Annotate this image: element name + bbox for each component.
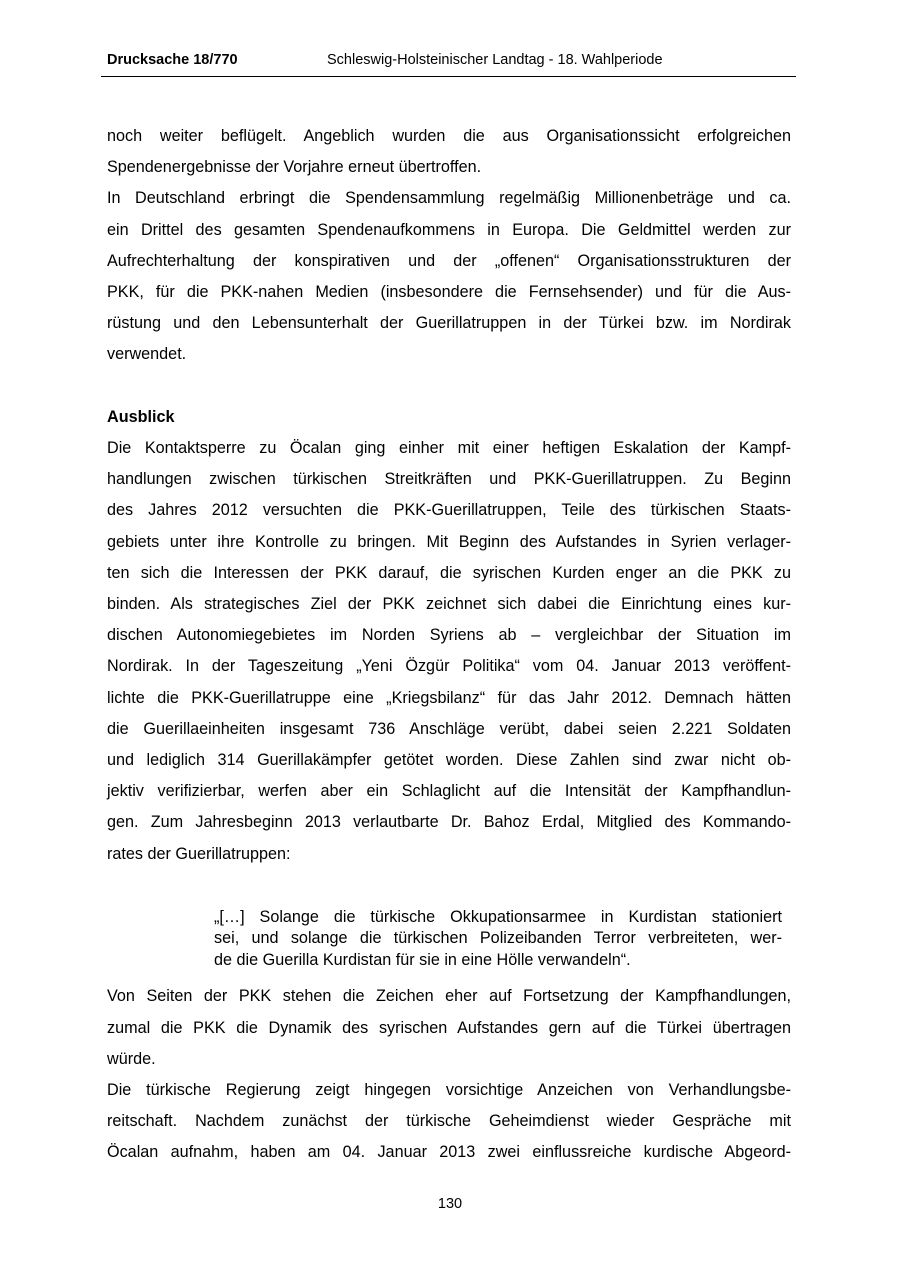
text-line: Von Seiten der PKK stehen die Zeichen eher auf Fortsetzung der Kampfhandlungen, [107, 987, 791, 1006]
text-line: jektiv verifizierbar, werfen aber ein Schlaglicht auf die Intensität der Kampfhandlun- [107, 782, 791, 801]
paragraph-spacer [107, 371, 791, 402]
text-line: binden. Als strategisches Ziel der PKK zeichnet sich dabei die Einrichtung eines kur- [107, 595, 791, 614]
text-line: ten sich die Interessen der PKK darauf, die syrischen Kurden enger an die PKK zu [107, 563, 791, 582]
text-line: Spendenergebnisse der Vorjahre erneut übertroffen. [107, 158, 482, 177]
text-line: zumal die PKK die Dynamik des syrischen Aufstandes gern auf die Türkei übertragen [107, 1018, 791, 1037]
text-line: gen. Zum Jahresbeginn 2013 verlautbarte Dr. Bahoz Erdal, Mitglied des Kommando- [107, 813, 791, 832]
paragraph-1 [107, 121, 791, 183]
text-line: die Guerillaeinheiten insgesamt 736 Anschläge verübt, dabei seien 2.221 Soldaten [107, 719, 791, 738]
paragraph-3 [107, 433, 791, 870]
text-line: handlungen zwischen türkischen Streitkräften und PKK-Guerillatruppen. Zu Beginn [107, 470, 791, 489]
text-line: In Deutschland erbringt die Spendensammlung regelmäßig Millionenbeträge und ca. [107, 189, 791, 208]
paragraph-4 [107, 981, 791, 1075]
paragraph-2 [107, 183, 791, 370]
block-quote [214, 907, 782, 972]
text-line: ein Drittel des gesamten Spendenaufkommens in Europa. Die Geldmittel werden zur [107, 220, 791, 239]
text-line: PKK, für die PKK-nahen Medien (insbesondere die Fernsehsender) und für die Aus- [107, 283, 791, 302]
quote-line: sei, und solange die türkischen Polizeibanden Terror verbreiteten, wer- [214, 929, 782, 948]
text-line: gebiets unter ihre Kontrolle zu bringen. Mit Beginn des Aufstandes in Syrien verlager- [107, 532, 791, 551]
text-line: lichte die PKK-Guerillatruppe eine „Kriegsbilanz“ für das Jahr 2012. Demnach hätten [107, 688, 791, 707]
text-line: Die Kontaktsperre zu Öcalan ging einher mit einer heftigen Eskalation der Kampf- [107, 439, 791, 458]
text-line: rüstung und den Lebensunterhalt der Guerillatruppen in der Türkei bzw. im Nordirak [107, 314, 791, 333]
text-line: würde. [107, 1049, 156, 1068]
text-line: Aufrechterhaltung der konspirativen und der „offenen“ Organisationsstrukturen der [107, 251, 791, 270]
text-line: rates der Guerillatruppen: [107, 844, 291, 863]
text-line: dischen Autonomiegebietes im Norden Syriens ab – vergleichbar der Situation im [107, 626, 791, 645]
text-line: reitschaft. Nachdem zunächst der türkische Geheimdienst wieder Gespräche mit [107, 1112, 791, 1131]
page-number: 130 [437, 1196, 463, 1212]
text-line: und lediglich 314 Guerillakämpfer getötet worden. Diese Zahlen sind zwar nicht ob- [107, 751, 791, 770]
text-line: Öcalan aufnahm, haben am 04. Januar 2013 zwei einflussreiche kurdische Abgeord- [107, 1143, 791, 1162]
quote-line: „[…] Solange die türkische Okkupationsarmee in Kurdistan stationiert [214, 907, 782, 926]
paragraph-5 [107, 1075, 791, 1169]
text-line: verwendet. [107, 345, 187, 364]
section-heading: Ausblick [107, 407, 175, 426]
page-header [101, 50, 796, 77]
document-body [107, 121, 791, 1169]
text-line: noch weiter beflügelt. Angeblich wurden die aus Organisationssicht erfolgreichen [107, 127, 791, 145]
text-line: Nordirak. In der Tageszeitung „Yeni Özgür Politika“ vom 04. Januar 2013 veröffent- [107, 657, 791, 676]
document-number: Drucksache 18/770 [107, 52, 238, 68]
text-line: Die türkische Regierung zeigt hingegen vorsichtige Anzeichen von Verhandlungsbe- [107, 1080, 791, 1099]
parliament-title: Schleswig-Holsteinischer Landtag - 18. Wahlperiode [327, 52, 663, 68]
quote-line: de die Guerilla Kurdistan für sie in eine Hölle verwandeln“. [214, 950, 631, 969]
text-line: des Jahres 2012 versuchten die PKK-Guerillatruppen, Teile des türkischen Staats- [107, 501, 791, 520]
